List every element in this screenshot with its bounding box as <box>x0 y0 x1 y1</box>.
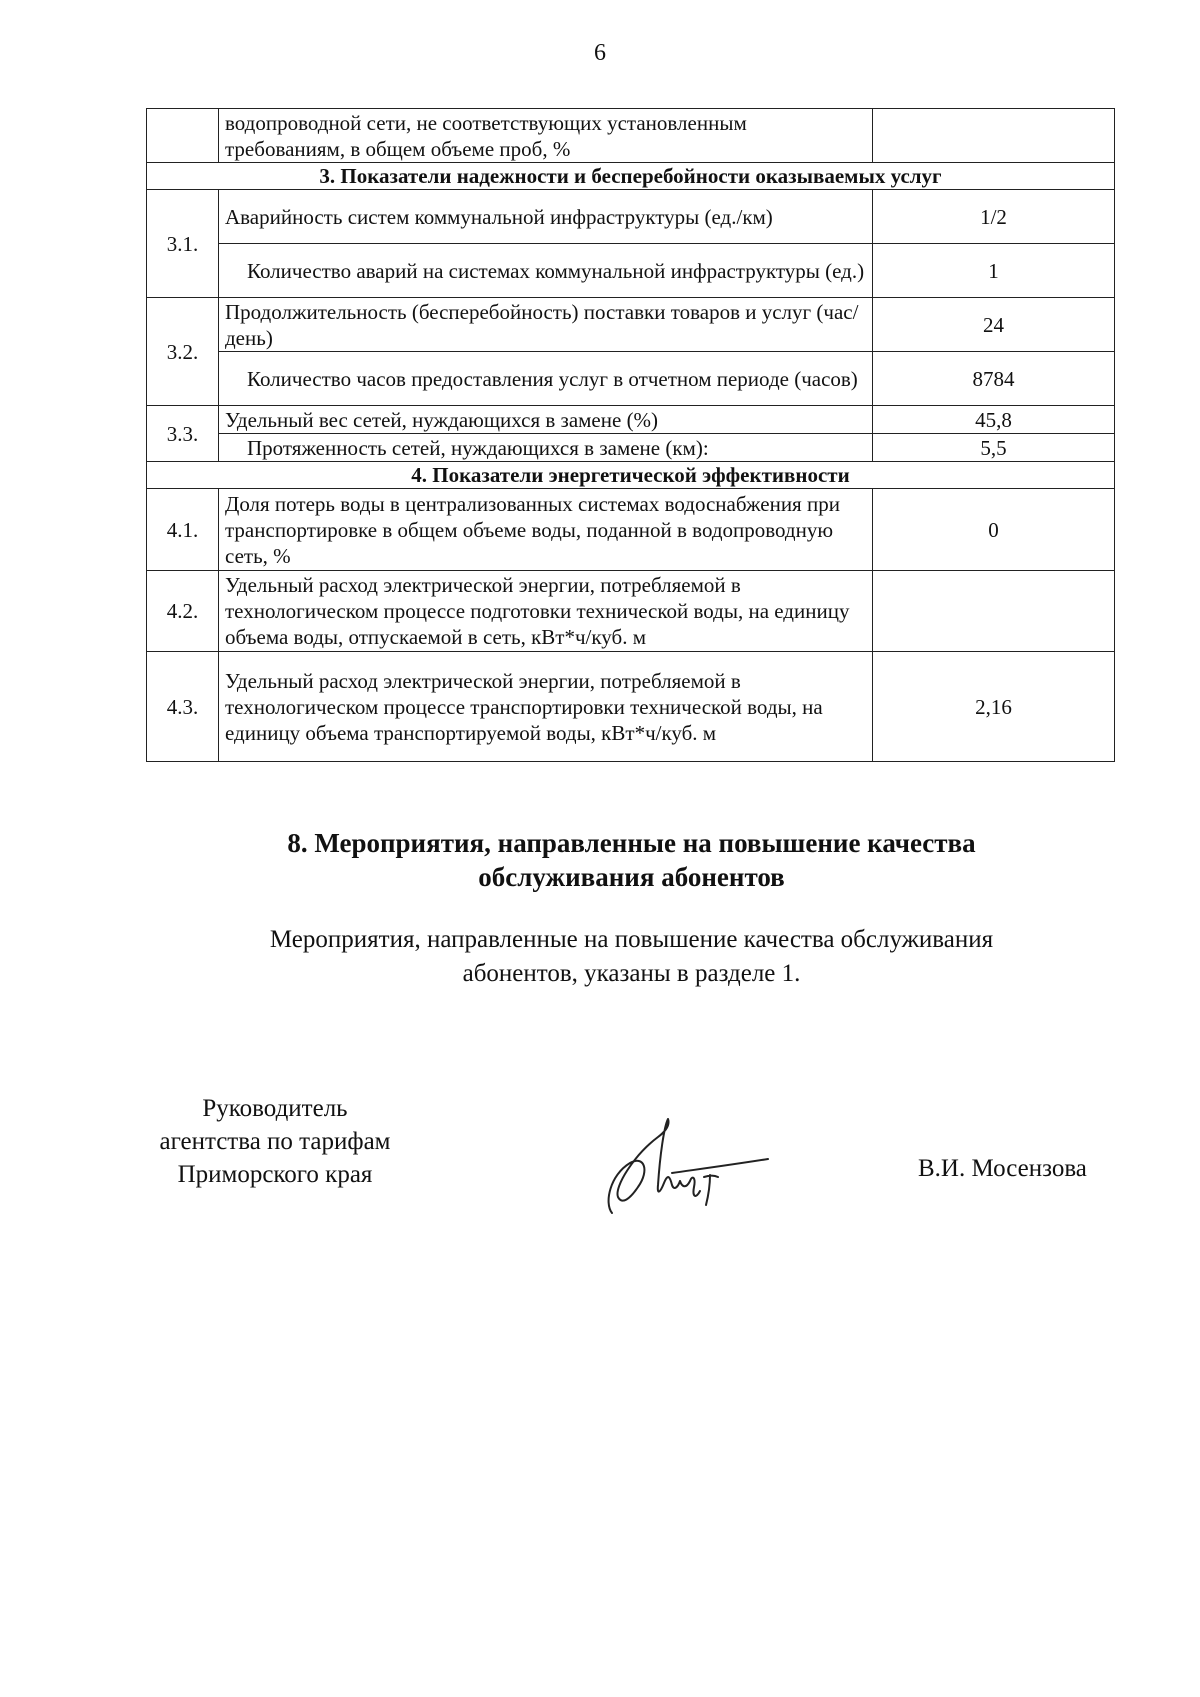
section-header-row <box>147 163 1115 190</box>
indicator-description: Удельный вес сетей, нуждающихся в замене (%) <box>219 406 873 434</box>
row-number: 4.2. <box>147 571 219 652</box>
row-number <box>147 109 219 163</box>
indicator-value: 45,8 <box>873 406 1115 434</box>
table-row <box>147 352 1115 406</box>
indicator-description: Продолжительность (бесперебойность) поставки товаров и услуг (час/день) <box>219 298 873 352</box>
row-number: 3.1. <box>147 190 219 298</box>
table-row <box>147 109 1115 163</box>
section-8-heading-line-1: 8. Мероприятия, направленные на повышение качества <box>287 828 976 858</box>
indicator-description: Аварийность систем коммунальной инфраструктуры (ед./км) <box>219 190 873 244</box>
indicator-description: водопроводной сети, не соответствующих установленным требованиям, в общем объеме проб, % <box>219 109 873 163</box>
section-8-text-line-2: абонентов, указаны в разделе 1. <box>462 960 801 987</box>
section-8-heading <box>0 826 1200 894</box>
indicators-table <box>146 108 1115 762</box>
table-row <box>147 298 1115 352</box>
section-title: 4. Показатели энергетической эффективности <box>147 462 1115 489</box>
indicator-description: Доля потерь воды в централизованных системах водоснабжения при транспортировке в общем объеме воды, поданной в водопроводную сеть, % <box>219 489 873 571</box>
indicator-value <box>873 571 1115 652</box>
signer-title-line-1: Руководитель <box>202 1095 348 1122</box>
indicators-table-body <box>147 109 1115 762</box>
section-8-heading-line-2: обслуживания абонентов <box>478 862 785 892</box>
table-row <box>147 571 1115 652</box>
indicator-description: Удельный расход электрической энергии, потребляемой в технологическом процессе подготовки технической воды, на единицу объема воды, отпускаемой в сеть, кВт*ч/куб. м <box>219 571 873 652</box>
section-8-paragraph <box>0 923 1200 991</box>
indicator-value: 24 <box>873 298 1115 352</box>
indicator-description: Количество аварий на системах коммунальной инфраструктуры (ед.) <box>219 244 873 298</box>
indicator-value: 8784 <box>873 352 1115 406</box>
indicator-value <box>873 109 1115 163</box>
row-number: 3.2. <box>147 298 219 406</box>
indicator-value: 0 <box>873 489 1115 571</box>
row-number: 3.3. <box>147 406 219 462</box>
signer-title-line-3: Приморского края <box>177 1161 373 1188</box>
signer-title <box>120 1092 430 1191</box>
indicator-value: 5,5 <box>873 434 1115 462</box>
table-row <box>147 190 1115 244</box>
table-row <box>147 652 1115 762</box>
indicator-value: 1 <box>873 244 1115 298</box>
table-row <box>147 489 1115 571</box>
indicator-value: 2,16 <box>873 652 1115 762</box>
indicator-description: Количество часов предоставления услуг в отчетном периоде (часов) <box>219 352 873 406</box>
row-number: 4.3. <box>147 652 219 762</box>
page-number: 6 <box>594 40 606 66</box>
handwritten-signature <box>600 1115 770 1220</box>
indicator-description: Протяженность сетей, нуждающихся в замене (км): <box>219 434 873 462</box>
section-8-text-line-1: Мероприятия, направленные на повышение качества обслуживания <box>269 926 994 953</box>
section-title: 3. Показатели надежности и бесперебойности оказываемых услуг <box>147 163 1115 190</box>
row-number: 4.1. <box>147 489 219 571</box>
signer-name: В.И. Мосензова <box>918 1155 1087 1182</box>
table-row <box>147 244 1115 298</box>
table-row <box>147 406 1115 434</box>
indicator-description: Удельный расход электрической энергии, потребляемой в технологическом процессе транспортировки технической воды, на единицу объема транспортируемой воды, кВт*ч/куб. м <box>219 652 873 762</box>
signer-title-line-2: агентства по тарифам <box>159 1128 391 1155</box>
indicator-value: 1/2 <box>873 190 1115 244</box>
table-row <box>147 434 1115 462</box>
section-header-row <box>147 462 1115 489</box>
